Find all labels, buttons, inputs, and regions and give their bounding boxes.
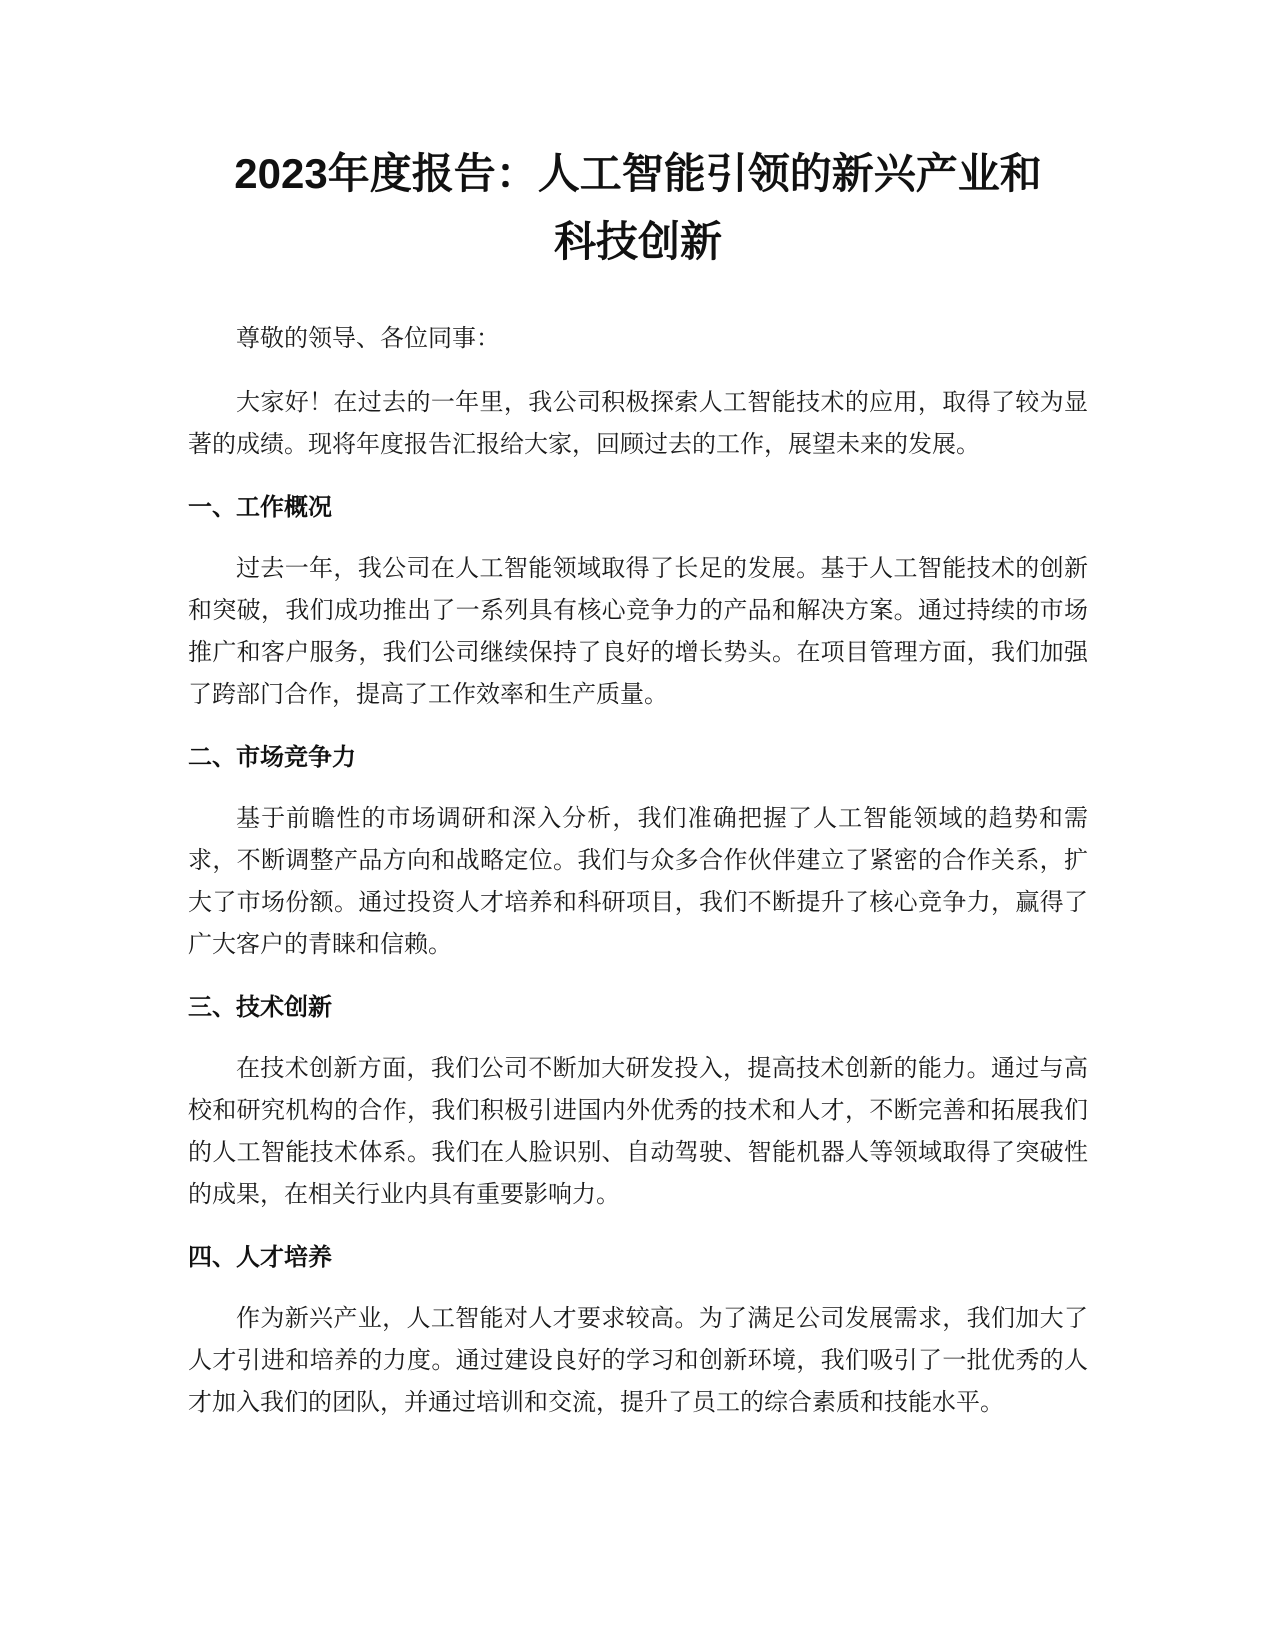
- title-line-2: 科技创新: [553, 218, 722, 265]
- section-body-market-competitiveness: 基于前瞻性的市场调研和深入分析，我们准确把握了人工智能领域的趋势和需求，不断调整产品方向和战略定位。我们与众多合作伙伴建立了紧密的合作关系，扩大了市场份额。通过投资人才培养和科研项目，我们不断提升了核心竞争力，赢得了广大客户的青睐和信赖。: [188, 806, 1088, 958]
- section-heading-technology-innovation: 三、技术创新: [188, 994, 332, 1021]
- document-body: [188, 318, 1088, 1448]
- section-body-talent-development: 作为新兴产业，人工智能对人才要求较高。为了满足公司发展需求，我们加大了人才引进和培养的力度。通过建设良好的学习和创新环境，我们吸引了一批优秀的人才加入我们的团队，并通过培训和交流，提升了员工的综合素质和技能水平。: [188, 1306, 1088, 1416]
- document-title: [188, 140, 1088, 276]
- section-heading-talent-development: 四、人才培养: [188, 1244, 332, 1271]
- section-body-technology-innovation: 在技术创新方面，我们公司不断加大研发投入，提高技术创新的能力。通过与高校和研究机构的合作，我们积极引进国内外优秀的技术和人才，不断完善和拓展我们的人工智能技术体系。我们在人脸识别、自动驾驶、智能机器人等领域取得了突破性的成果，在相关行业内具有重要影响力。: [188, 1056, 1088, 1208]
- section-heading-work-overview: 一、工作概况: [188, 494, 332, 521]
- section-body-work-overview: 过去一年，我公司在人工智能领域取得了长足的发展。基于人工智能技术的创新和突破，我们成功推出了一系列具有核心竞争力的产品和解决方案。通过持续的市场推广和客户服务，我们公司继续保持了良好的增长势头。在项目管理方面，我们加强了跨部门合作，提高了工作效率和生产质量。: [188, 556, 1088, 708]
- intro-paragraph: 大家好！在过去的一年里，我公司积极探索人工智能技术的应用，取得了较为显著的成绩。现将年度报告汇报给大家，回顾过去的工作，展望未来的发展。: [188, 390, 1088, 458]
- title-line-1: 2023年度报告：人工智能引领的新兴产业和: [234, 150, 1042, 197]
- section-heading-market-competitiveness: 二、市场竞争力: [188, 744, 356, 771]
- greeting-paragraph: 尊敬的领导、各位同事：: [236, 326, 500, 352]
